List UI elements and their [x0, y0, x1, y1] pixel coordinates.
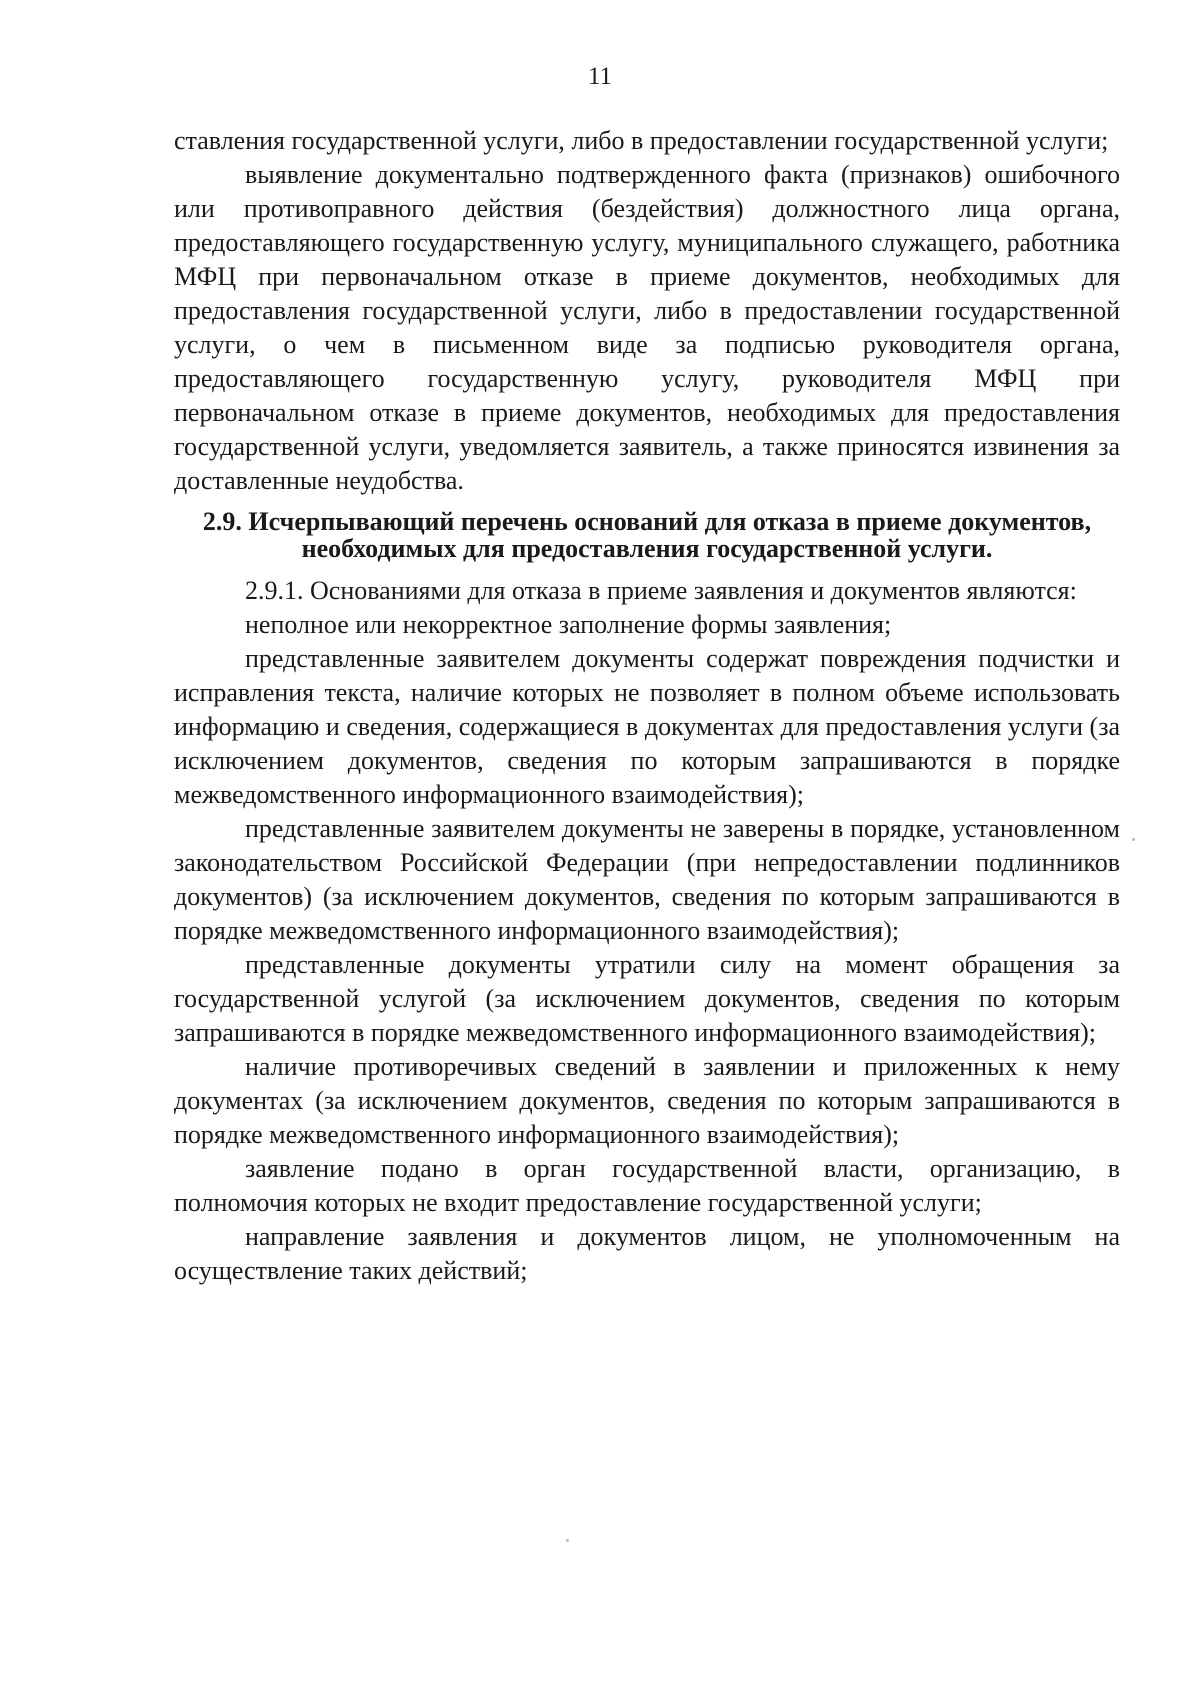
page-number: 11 — [587, 63, 613, 90]
scan-artifact — [566, 1539, 569, 1542]
paragraph-2-9-1: 2.9.1. Основаниями для отказа в приеме заявления и документов являются: — [245, 576, 1077, 605]
section-heading-2-9: 2.9. Исчерпывающий перечень оснований для отказа в приеме документов, необходимых для предоставления государственной услуги. — [202, 507, 1092, 563]
paragraph-error-detection: выявление документально подтвержденного факта (признаков) ошибочного или противоправного действия (бездействия) должностного лица органа, предоставляющего государственную услугу, муниципального служащего, работника МФЦ при первоначальном отказе в приеме документов, необходимых для предоставления государственной услуги, либо в предоставлении государственной услуги, о чем в письменном виде за подписью руководителя органа, предоставляющего государственную услугу, руководителя МФЦ при первоначальном отказе в приеме документов, необходимых для предоставления государственной услуги, уведомляется заявитель, а также приносятся извинения за доставленные неудобства. — [174, 160, 1120, 495]
paragraph-continuation: ставления государственной услуги, либо в предоставлении государственной услуги; — [174, 126, 1109, 155]
list-item-unauthorized-person: направление заявления и документов лицом, не уполномоченным на осуществление таких действий; — [174, 1222, 1120, 1285]
document-body — [174, 124, 1120, 1288]
list-item-expired-documents: представленные документы утратили силу на момент обращения за государственной услугой (за исключением документов, сведения по которым запрашиваются в порядке межведомственного информационного взаимодействия); — [174, 950, 1120, 1047]
list-item-incomplete-form: неполное или некорректное заполнение формы заявления; — [245, 610, 892, 639]
list-item-contradictory-info: наличие противоречивых сведений в заявлении и приложенных к нему документах (за исключением документов, сведения по которым запрашиваются в порядке межведомственного информационного взаимодействия); — [174, 1052, 1120, 1149]
list-item-wrong-authority: заявление подано в орган государственной власти, организацию, в полномочия которых не входит предоставление государственной услуги; — [174, 1154, 1120, 1217]
list-item-uncertified-documents: представленные заявителем документы не заверены в порядке, установленном законодательством Российской Федерации (при непредоставлении подлинников документов) (за исключением документов, сведения по которым запрашиваются в порядке межведомственного информационного взаимодействия); — [174, 814, 1120, 945]
list-item-damaged-documents: представленные заявителем документы содержат повреждения подчистки и исправления текста, наличие которых не позволяет в полном объеме использовать информацию и сведения, содержащиеся в документах для предоставления услуги (за исключением документов, сведения по которым запрашиваются в порядке межведомственного информационного взаимодействия); — [174, 644, 1120, 809]
scan-artifact — [1132, 838, 1135, 841]
